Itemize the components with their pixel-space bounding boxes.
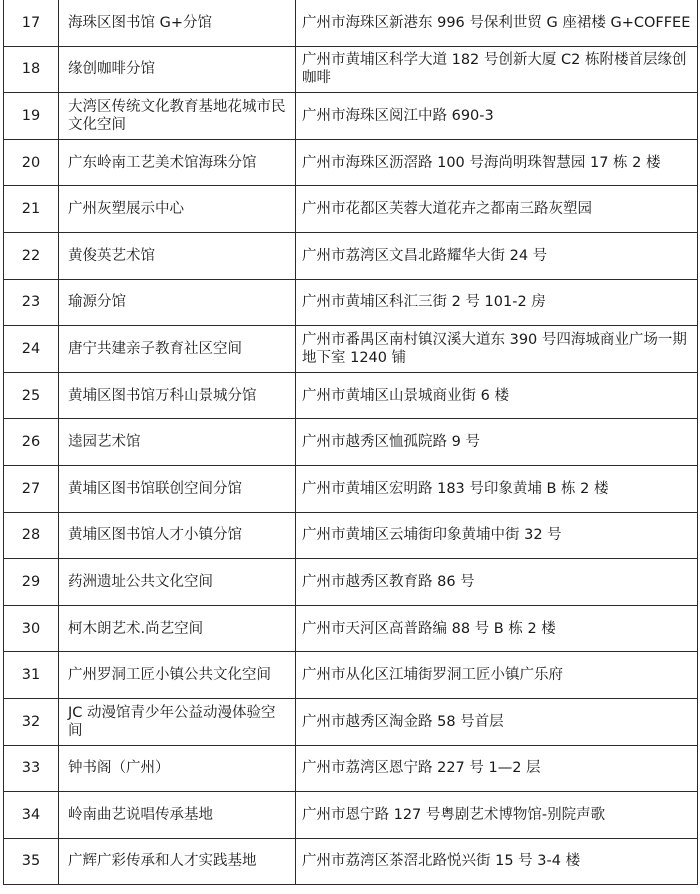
venue-table-body <box>4 0 698 885</box>
table-row <box>4 605 698 652</box>
row-number: 33 <box>4 745 59 792</box>
venue-name: 黄埔区图书馆人才小镇分馆 <box>59 512 296 559</box>
venue-address: 广州市黄埔区山景城商业街 6 楼 <box>296 372 698 419</box>
row-number: 35 <box>4 838 59 885</box>
venue-address: 广州市荔湾区文昌北路耀华大街 24 号 <box>296 232 698 279</box>
table-row <box>4 186 698 233</box>
venue-name: 广东岭南工艺美术馆海珠分馆 <box>59 139 296 186</box>
venue-address: 广州市花都区芙蓉大道花卉之都南三路灰塑园 <box>296 186 698 233</box>
table-row <box>4 372 698 419</box>
venue-name: 海珠区图书馆 G+分馆 <box>59 0 296 46</box>
venue-name: 黄埔区图书馆万科山景城分馆 <box>59 372 296 419</box>
table-row <box>4 512 698 559</box>
row-number: 17 <box>4 0 59 46</box>
venue-address: 广州市黄埔区宏明路 183 号印象黄埔 B 栋 2 楼 <box>296 465 698 512</box>
row-number: 23 <box>4 279 59 326</box>
table-row <box>4 232 698 279</box>
venue-address: 广州市恩宁路 127 号粤剧艺术博物馆-别院声歌 <box>296 792 698 839</box>
table-row <box>4 326 698 373</box>
venue-address: 广州市荔湾区茶滘北路悦兴街 15 号 3-4 楼 <box>296 838 698 885</box>
table-row <box>4 139 698 186</box>
row-number: 29 <box>4 559 59 606</box>
table-row <box>4 0 698 46</box>
venue-name: 大湾区传统文化教育基地花城市民文化空间 <box>59 93 296 140</box>
row-number: 19 <box>4 93 59 140</box>
row-number: 32 <box>4 698 59 745</box>
table-row <box>4 46 698 93</box>
venue-name: 瑜源分馆 <box>59 279 296 326</box>
venue-name: 药洲遗址公共文化空间 <box>59 559 296 606</box>
venue-address: 广州市越秀区教育路 86 号 <box>296 559 698 606</box>
venue-name: 黄埔区图书馆联创空间分馆 <box>59 465 296 512</box>
row-number: 20 <box>4 139 59 186</box>
venue-name: 唐宁共建亲子教育社区空间 <box>59 326 296 373</box>
table-row <box>4 838 698 885</box>
venue-name: 岭南曲艺说唱传承基地 <box>59 792 296 839</box>
row-number: 18 <box>4 46 59 93</box>
venue-name: 黄俊英艺术馆 <box>59 232 296 279</box>
venue-address: 广州市海珠区新港东 996 号保利世贸 G 座裙楼 G+COFFEE <box>296 0 698 46</box>
table-row <box>4 465 698 512</box>
row-number: 28 <box>4 512 59 559</box>
venue-address: 广州市天河区高普路编 88 号 B 栋 2 楼 <box>296 605 698 652</box>
venue-name: 广州罗洞工匠小镇公共文化空间 <box>59 652 296 699</box>
table-row <box>4 93 698 140</box>
venue-address: 广州市越秀区淘金路 58 号首层 <box>296 698 698 745</box>
row-number: 27 <box>4 465 59 512</box>
venue-address: 广州市从化区江埔街罗洞工匠小镇广乐府 <box>296 652 698 699</box>
venue-address: 广州市黄埔区科汇三街 2 号 101-2 房 <box>296 279 698 326</box>
venue-name: 逵园艺术馆 <box>59 419 296 466</box>
row-number: 22 <box>4 232 59 279</box>
table-row <box>4 559 698 606</box>
table-row <box>4 792 698 839</box>
table-row <box>4 279 698 326</box>
table-row <box>4 652 698 699</box>
row-number: 31 <box>4 652 59 699</box>
venue-address: 广州市番禺区南村镇汉溪大道东 390 号四海城商业广场一期地下室 1240 铺 <box>296 326 698 373</box>
venue-address: 广州市黄埔区云埔街印象黄埔中街 32 号 <box>296 512 698 559</box>
venue-table <box>3 0 698 885</box>
row-number: 34 <box>4 792 59 839</box>
venue-address: 广州市海珠区阅江中路 690-3 <box>296 93 698 140</box>
row-number: 21 <box>4 186 59 233</box>
table-row <box>4 698 698 745</box>
row-number: 24 <box>4 326 59 373</box>
table-row <box>4 745 698 792</box>
venue-name: 缘创咖啡分馆 <box>59 46 296 93</box>
venue-address: 广州市海珠区沥滘路 100 号海尚明珠智慧园 17 栋 2 楼 <box>296 139 698 186</box>
venue-address: 广州市黄埔区科学大道 182 号创新大厦 C2 栋附楼首层缘创咖啡 <box>296 46 698 93</box>
venue-name: 钟书阁（广州） <box>59 745 296 792</box>
venue-name: 柯木朗艺术.尚艺空间 <box>59 605 296 652</box>
venue-address: 广州市越秀区恤孤院路 9 号 <box>296 419 698 466</box>
row-number: 26 <box>4 419 59 466</box>
row-number: 25 <box>4 372 59 419</box>
venue-name: JC 动漫馆青少年公益动漫体验空间 <box>59 698 296 745</box>
row-number: 30 <box>4 605 59 652</box>
venue-address: 广州市荔湾区恩宁路 227 号 1—2 层 <box>296 745 698 792</box>
venue-name: 广辉广彩传承和人才实践基地 <box>59 838 296 885</box>
venue-name: 广州灰塑展示中心 <box>59 186 296 233</box>
table-row <box>4 419 698 466</box>
